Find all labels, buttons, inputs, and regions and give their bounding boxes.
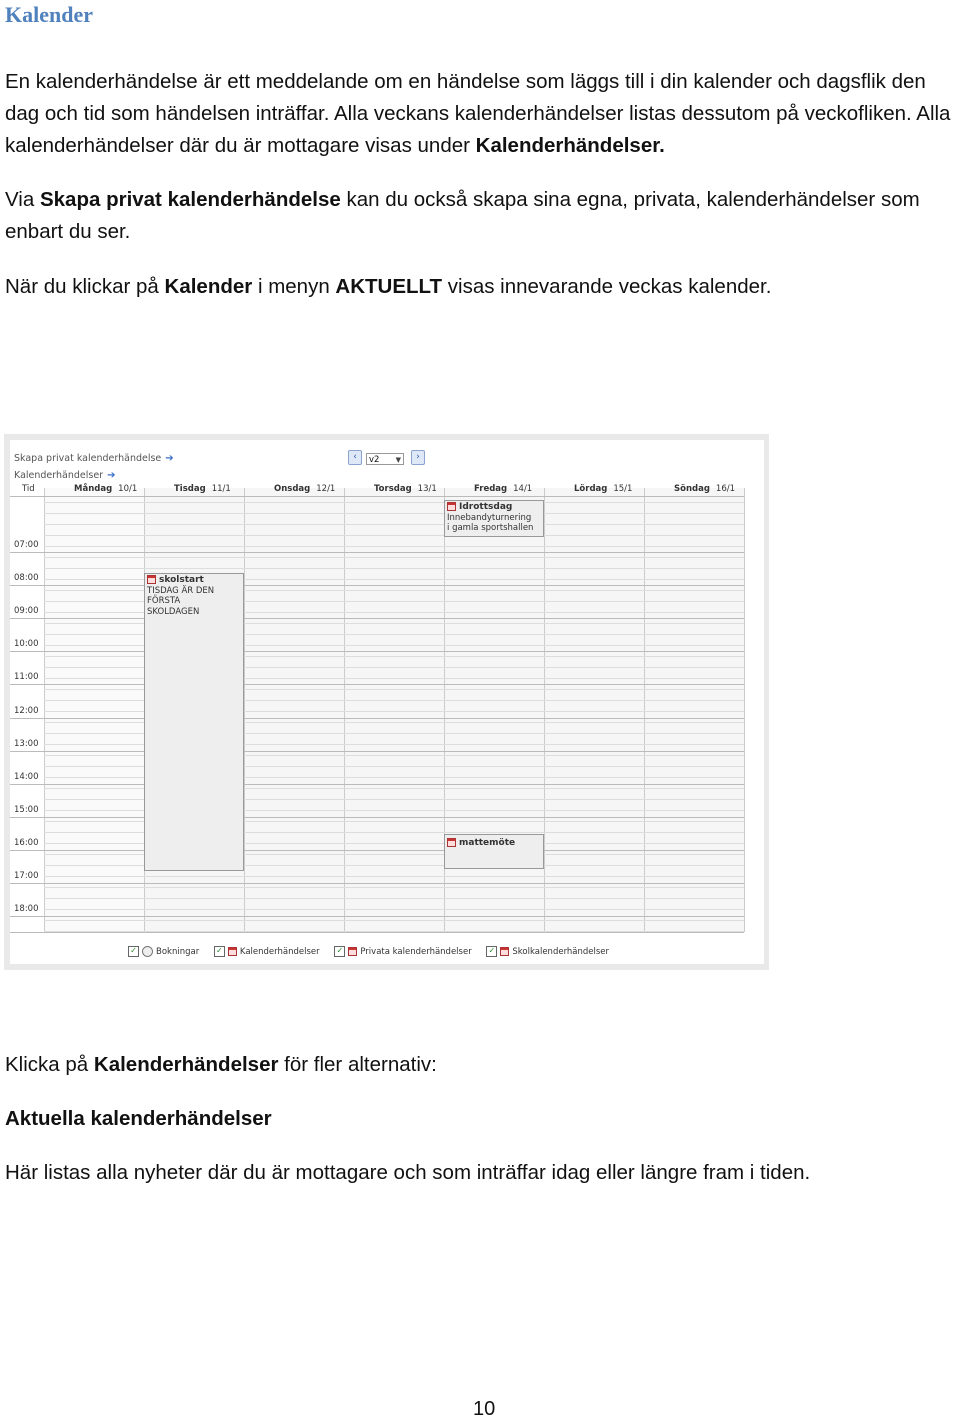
calendar-event-icon <box>147 575 156 584</box>
calendar-legend <box>128 946 621 957</box>
legend-private-events[interactable]: ✓ Privata kalenderhändelser <box>334 946 471 957</box>
grid-line <box>44 513 744 514</box>
hour-line <box>10 784 744 785</box>
grid-line <box>44 524 744 525</box>
grid-line <box>44 909 744 910</box>
chevron-down-icon: ▼ <box>395 456 401 464</box>
checkbox-checked-icon[interactable]: ✓ <box>214 946 225 957</box>
time-label: 11:00 <box>14 672 39 682</box>
event-idrottsdag[interactable]: Idrottsdag Innebandyturnering i gamla sportshallen <box>444 500 544 537</box>
time-label: 08:00 <box>14 573 39 583</box>
checkbox-checked-icon[interactable]: ✓ <box>334 946 345 957</box>
hour-line <box>10 651 744 652</box>
checkbox-checked-icon[interactable]: ✓ <box>486 946 497 957</box>
calendar-event-icon <box>500 947 509 956</box>
grid-line <box>44 557 744 558</box>
time-label: 13:00 <box>14 739 39 749</box>
day-header: Onsdag 12/1 <box>274 484 336 494</box>
hour-line <box>10 751 744 752</box>
day-header: Söndag 16/1 <box>674 484 736 494</box>
grid-line <box>44 887 744 888</box>
hour-line <box>10 916 744 917</box>
calendar-event-icon <box>447 502 456 511</box>
calendar-event-icon <box>348 947 357 956</box>
after-paragraph-2: Här listas alla nyheter där du är mottagare och som inträffar idag eller längre fram i tiden. <box>5 1161 811 1184</box>
hour-line <box>10 718 744 719</box>
calendar-event-icon <box>447 838 456 847</box>
intro-paragraph-1: En kalenderhändelse är ett meddelande om en händelse som läggs till i din kalender och dagsflik den dag och tid som händelsen inträffar. Alla veckans kalenderhändelser listas dessutom på veckofliken. Alla kalenderhändelser där du är mottagare visas under Kalenderhändelser. <box>5 70 951 157</box>
clock-icon <box>142 946 153 957</box>
grid-line <box>44 568 744 569</box>
event-mattemote[interactable]: mattemöte <box>444 834 544 869</box>
grid-line <box>10 496 744 497</box>
grid-line <box>44 535 744 536</box>
time-label: 14:00 <box>14 772 39 782</box>
time-label: 07:00 <box>14 540 39 550</box>
checkbox-checked-icon[interactable]: ✓ <box>128 946 139 957</box>
arrow-right-icon: ➔ <box>107 470 116 481</box>
intro-paragraph-3: När du klickar på Kalender i menyn AKTUELLT visas innevarande veckas kalender. <box>5 275 772 298</box>
grid-right-border <box>744 488 745 932</box>
time-label: 12:00 <box>14 706 39 716</box>
grid-line <box>44 876 744 877</box>
grid-bottom-line <box>10 932 744 933</box>
legend-bookings[interactable]: ✓ Bokningar <box>128 946 199 957</box>
next-week-button[interactable]: › <box>411 450 425 465</box>
calendar-screenshot <box>4 434 769 970</box>
time-label: 10:00 <box>14 639 39 649</box>
hour-line <box>10 883 744 884</box>
hour-line <box>10 850 744 851</box>
day-header: Måndag 10/1 <box>74 484 138 494</box>
event-skolstart[interactable]: skolstart TISDAG ÄR DEN FÖRSTA SKOLDAGEN <box>144 573 244 871</box>
time-label: 18:00 <box>14 904 39 914</box>
day-header: Fredag 14/1 <box>474 484 533 494</box>
page-heading: Kalender <box>5 2 93 27</box>
subheading-current-events: Aktuella kalenderhändelser <box>5 1107 272 1130</box>
time-label: 15:00 <box>14 805 39 815</box>
day-header: Lördag 15/1 <box>574 484 633 494</box>
week-grid <box>10 440 764 964</box>
legend-school-events[interactable]: ✓ Skolkalenderhändelser <box>486 946 609 957</box>
grid-line <box>44 546 744 547</box>
grid-line <box>44 502 744 503</box>
page-number: 10 <box>473 1398 496 1420</box>
time-label: 09:00 <box>14 606 39 616</box>
time-label: 17:00 <box>14 871 39 881</box>
after-paragraph-1: Klicka på Kalenderhändelser för fler alternativ: <box>5 1053 437 1076</box>
previous-week-button[interactable]: ‹ <box>348 450 362 465</box>
legend-calendar-events[interactable]: ✓ Kalenderhändelser <box>214 946 320 957</box>
week-select[interactable]: v2 ▼ <box>366 453 404 465</box>
calendar-panel <box>10 440 764 964</box>
time-column-header: Tid <box>22 484 35 494</box>
hour-line <box>10 684 744 685</box>
day-header: Tisdag 11/1 <box>174 484 231 494</box>
hour-line <box>10 585 744 586</box>
arrow-right-icon: ➔ <box>165 453 174 464</box>
hour-line <box>10 552 744 553</box>
intro-paragraph-2: Via Skapa privat kalenderhändelse kan du också skapa sina egna, privata, kalenderhändelser som enbart du ser. <box>5 188 920 243</box>
grid-line <box>44 920 744 921</box>
calendar-event-icon <box>228 947 237 956</box>
time-label: 16:00 <box>14 838 39 848</box>
hour-line <box>10 817 744 818</box>
create-private-event-link[interactable]: Skapa privat kalenderhändelse ➔ <box>14 453 174 464</box>
hour-line <box>10 618 744 619</box>
day-header: Torsdag 13/1 <box>374 484 437 494</box>
grid-line <box>44 898 744 899</box>
calendar-events-link[interactable]: Kalenderhändelser ➔ <box>14 470 116 481</box>
